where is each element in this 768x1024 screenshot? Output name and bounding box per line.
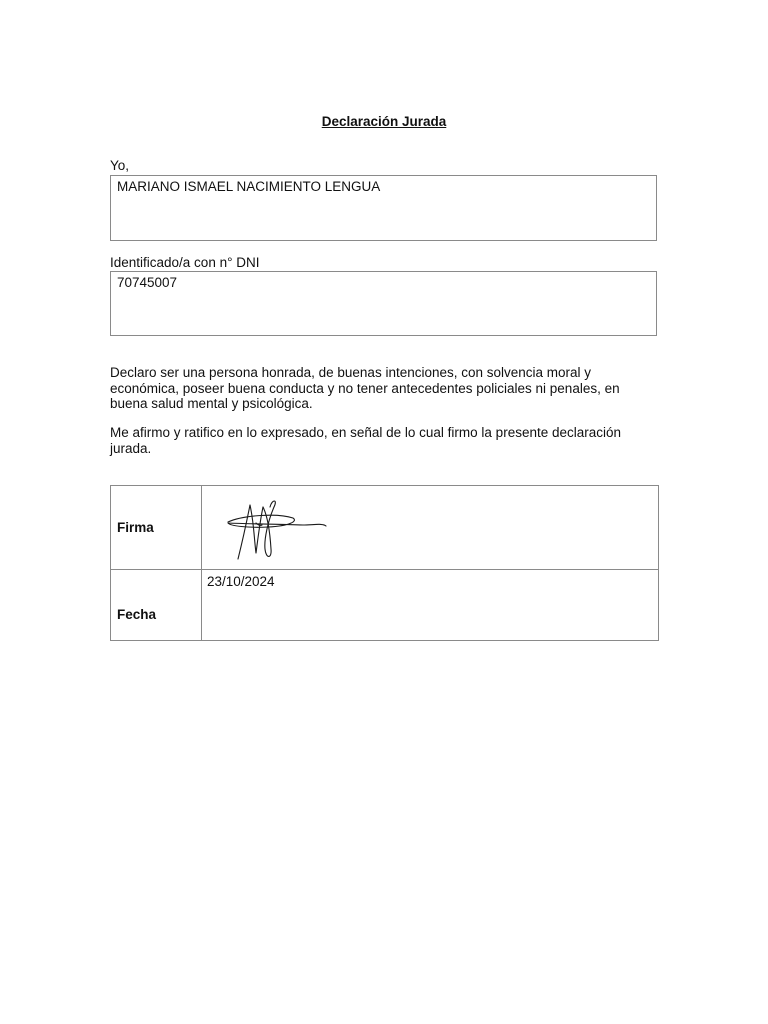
firma-label: Firma [111,486,202,570]
signature-table [110,485,659,641]
document-title: Declaración Jurada [321,114,447,129]
declaration-paragraph: Declaro ser una persona honrada, de buenas intenciones, con solvencia moral y económica, poseer buena conducta y no tener antecedentes policiales ni penales, en buena salud mental y psicológica. [110,365,620,411]
id-value: 70745007 [117,275,178,290]
firma-row [111,486,659,570]
id-field [110,271,657,336]
fecha-value: 23/10/2024 [202,570,659,641]
id-label: Identificado/a con n° DNI [110,255,260,270]
name-field [110,175,657,241]
handwritten-signature [208,493,348,563]
name-value: MARIANO ISMAEL NACIMIENTO LENGUA [117,179,381,194]
fecha-row [111,570,659,641]
firma-cell [202,486,659,570]
ratification-paragraph: Me afirmo y ratifico en lo expresado, en señal de lo cual firmo la presente declaración jurada. [110,425,622,456]
name-label: Yo, [110,158,130,173]
fecha-label: Fecha [111,570,202,641]
